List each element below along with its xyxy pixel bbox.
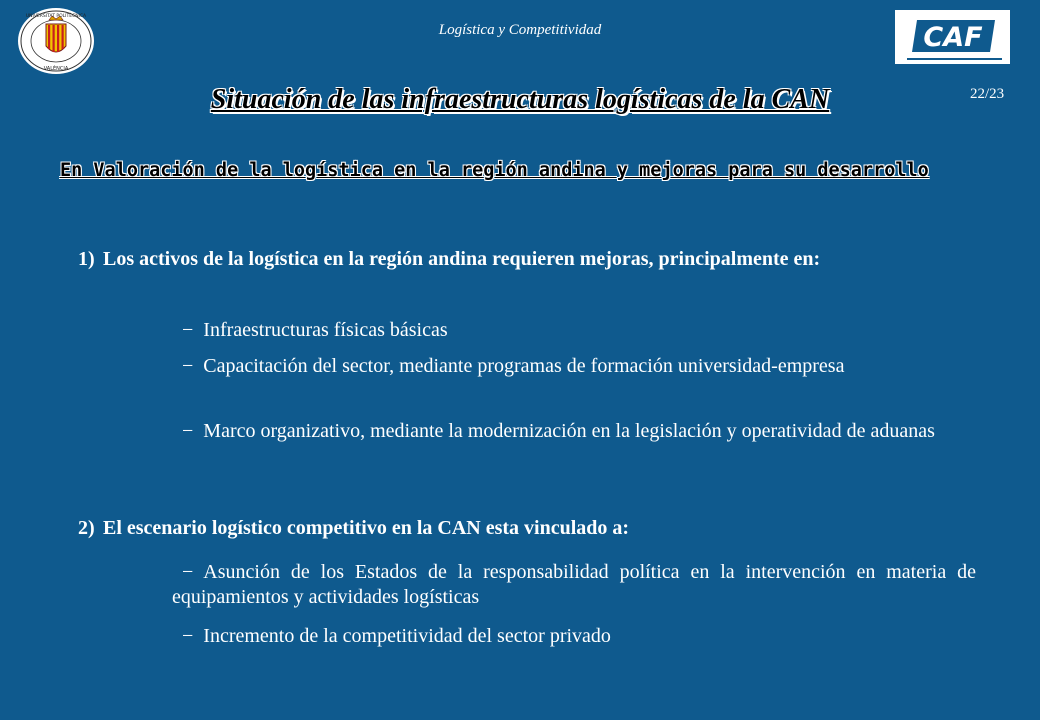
dash-bullet: −	[182, 420, 194, 442]
point-2-text: El escenario logístico competitivo en la CAN esta vinculado a:	[103, 517, 630, 539]
point-1-subitem	[172, 419, 976, 444]
point-2-number: 2)	[78, 517, 95, 539]
point-1-subitem-1-text: Infraestructuras físicas básicas	[203, 319, 448, 341]
dash-bullet: −	[182, 625, 194, 647]
slide-title: Situación de las infraestructuras logísticas de la CAN	[210, 84, 830, 115]
point-1-text: Los activos de la logística en la región andina requieren mejoras, principalmente en:	[103, 248, 821, 270]
university-seal-logo	[16, 6, 96, 76]
point-2-subitem	[172, 624, 976, 649]
dash-bullet: −	[182, 319, 194, 341]
point-2-subitem-2-text: Incremento de la competitividad del sector privado	[203, 625, 611, 647]
point-1-subitem	[172, 318, 976, 343]
point-1-subitem	[172, 354, 976, 379]
point-1-subitem-2-text: Capacitación del sector, mediante programas de formación universidad-empresa	[203, 355, 845, 377]
slide-subtitle: En Valoración de la logística en la región andina y mejoras para su desarrollo	[60, 160, 929, 181]
dash-bullet: −	[182, 355, 194, 377]
seal-text-bottom: VALÈNCIA	[43, 66, 69, 72]
caf-logo	[895, 10, 1010, 64]
dash-bullet: −	[182, 561, 194, 583]
point-1	[78, 241, 976, 277]
point-1-number: 1)	[78, 248, 95, 270]
page-number: 22/23	[970, 86, 1005, 102]
point-2-subitem-1-text: Asunción de los Estados de la responsabilidad política en la intervención en materia de equipamientos y actividades logísticas	[172, 561, 976, 608]
seal-text-top: UNIVERSITAT POLITÈCNICA	[25, 14, 87, 19]
point-2	[78, 510, 976, 546]
point-2-subitem	[172, 560, 976, 610]
caf-logo-text: CAF	[923, 22, 983, 53]
point-1-subitem-3-text: Marco organizativo, mediante la modernización en la legislación y operatividad de aduanas	[203, 420, 935, 442]
header-title: Logística y Competitividad	[438, 22, 602, 38]
